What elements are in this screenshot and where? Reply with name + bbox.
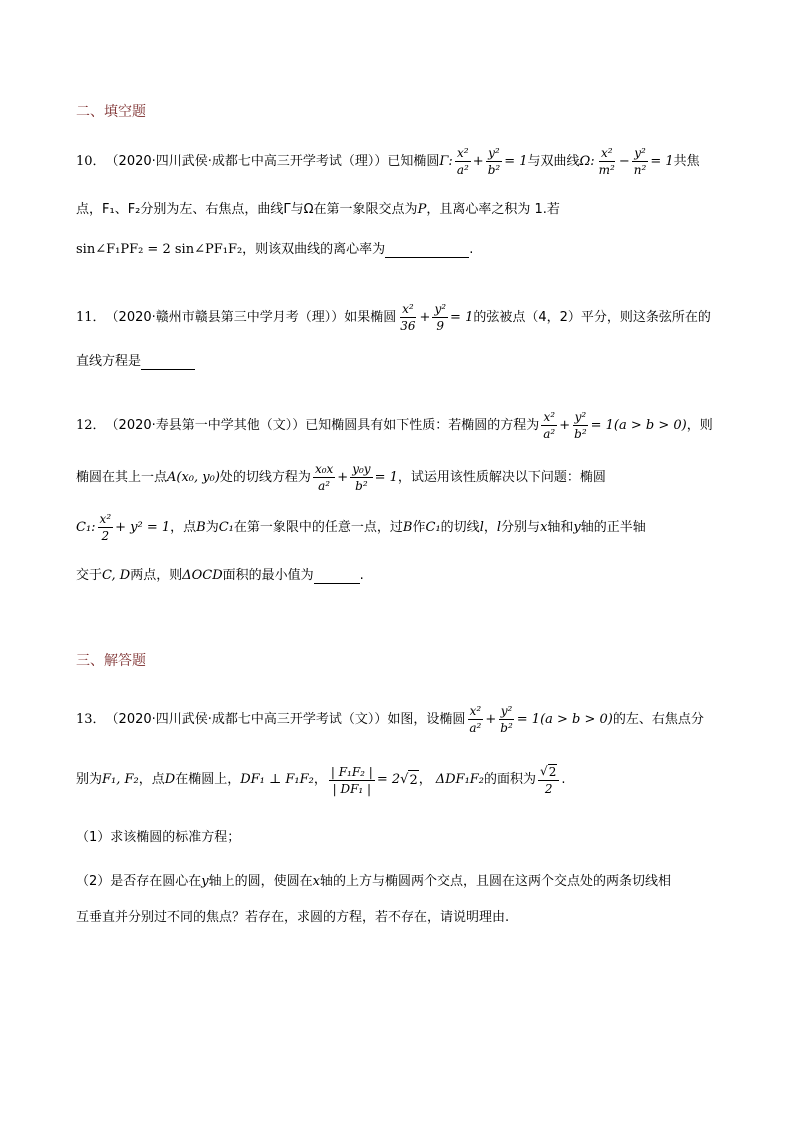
q12-l3-b: ，点 (170, 519, 197, 535)
q12-l3-d: 在第一象限中的任意一点，过 (233, 519, 403, 535)
question-10-line-3-text: ，则该双曲线的离心率为 (242, 242, 386, 257)
equals-one: = 1 (374, 469, 398, 485)
question-12-line-2 (76, 462, 606, 493)
fraction-x2-2: $\frac{\text{x²}}{2}$ (99, 512, 112, 543)
equals-one: = 1 (504, 153, 528, 169)
period: . (561, 772, 566, 787)
fraction-y0y-b2: $\frac{\text{y₀y}}{\text{b²}}$ (352, 462, 371, 493)
q12-l4-a: 交于 (76, 568, 103, 583)
q12-l3-f: 的切线 (440, 519, 480, 535)
period: . (469, 242, 474, 257)
question-12-line-1 (76, 410, 722, 441)
fraction-x2-m2: $\frac{\text{x²}}{\text{m²}}$ (598, 146, 615, 177)
hyperbola-symbol: Ω: (579, 153, 595, 169)
q12-l4-c: 面积的最小值为 (222, 568, 314, 583)
question-10-tail: 共焦 (673, 153, 700, 169)
ellipse-C1-rest: + y² = 1 (115, 519, 171, 535)
triangle-DF1F2: ΔDF₁F₂ (435, 772, 485, 787)
q12-l4-b: 两点，则 (130, 568, 183, 583)
question-13-source: （2020·四川武侯·成都七中高三开学考试（文））如图，设椭圆 (105, 711, 466, 727)
ellipse-C1-label: C₁: (76, 519, 96, 535)
answer-blank-12[interactable] (314, 569, 360, 584)
question-11-line-1 (76, 302, 722, 333)
q13-l2-b: ，点 (138, 772, 165, 787)
question-10-line-2-tail: ，且离心率之积为 1.若 (426, 202, 560, 217)
plus-sign: + (485, 711, 497, 727)
q12-l3-g: ， (483, 519, 497, 535)
question-12-number: 12． (76, 417, 106, 433)
question-11-source: （2020·赣州市赣县第三中学月考（理））如果椭圆 (105, 309, 397, 325)
fraction-y2-9: $\frac{\text{y²}}{9}$ (434, 302, 447, 333)
ellipse-condition: = 1(a > b > 0) (590, 417, 687, 433)
question-11-line-2 (76, 352, 195, 372)
axis-y: y (201, 874, 209, 889)
curve-C1-2: C₁ (425, 519, 441, 535)
q12-l2-c: 处的切线方程为 (219, 469, 311, 485)
plus-sign: + (419, 309, 431, 325)
q13-l2-f: 的面积为 (484, 772, 537, 787)
period: . (359, 568, 364, 583)
q12-l3-e: 作 (412, 519, 426, 535)
question-13-tail: 的左、右焦点分 (612, 711, 704, 727)
triangle-OCD: ΔOCD (182, 568, 223, 583)
fraction-y2-b2: $\frac{\text{y²}}{\text{b²}}$ (487, 146, 501, 177)
question-10-line-2 (76, 200, 560, 220)
question-10-mid-text: 与双曲线 (527, 153, 580, 169)
axis-x: x (540, 519, 548, 535)
plus-sign: + (559, 417, 571, 433)
question-10-source: （2020·四川武侯·成都七中高三开学考试（理））已知椭圆 (105, 153, 440, 169)
q13-l2-d: ， (313, 772, 327, 787)
point-B-2: B (402, 519, 413, 535)
plus-sign: + (337, 469, 349, 485)
point-D: D (164, 772, 176, 787)
point-B: B (196, 519, 206, 535)
q13-l2-c: 在椭圆上， (175, 772, 241, 787)
axis-x: x (312, 874, 320, 889)
line-l-2: l (496, 519, 502, 535)
plus-sign: + (472, 153, 484, 169)
q12-l2-a: 椭圆在其上一点 (76, 469, 168, 485)
question-12-line-4 (76, 566, 364, 586)
question-12-line-3 (76, 512, 722, 543)
question-13-line-2 (76, 764, 565, 796)
sine-equation: sin∠F₁PF₂ = 2 sin∠PF₁F₂ (76, 242, 243, 257)
section-heading-answer: 三、解答题 (76, 653, 146, 669)
ellipse-symbol: Γ: (439, 153, 453, 169)
answer-blank-10[interactable] (385, 243, 469, 258)
equals-one-2: = 1 (650, 153, 674, 169)
fraction-x2-a2: $\frac{\text{x²}}{\text{a²}}$ (469, 704, 482, 735)
question-10-line-3 (76, 240, 473, 260)
question-10-line-1 (76, 146, 722, 177)
q12-l3-j: 轴的正半轴 (580, 519, 646, 535)
sqrt-2: √ 2 (400, 770, 419, 791)
q13-l2-a: 别为 (76, 772, 103, 787)
question-10-number: 10． (76, 153, 106, 169)
question-11-number: 11． (76, 309, 106, 325)
q12-l3-i: 轴和 (547, 519, 574, 535)
q13-l2-e: ， (418, 772, 432, 787)
q12-l3-c: 为 (205, 519, 219, 535)
question-10-line-2-text: 点，F₁、F₂分别为左、右焦点，曲线Γ与Ω在第一象限交点为 (76, 202, 418, 217)
question-13-part-2-line-2 (76, 908, 509, 928)
curve-C1: C₁ (218, 519, 234, 535)
fraction-x0x-a2: $\frac{\text{x₀x}}{\text{a²}}$ (314, 462, 334, 493)
question-11-mid-text: 的弦被点（4，2）平分，则这条弦所在的 (473, 309, 711, 325)
fraction-y2-n2: $\frac{\text{y²}}{\text{n²}}$ (633, 146, 647, 177)
fraction-x2-a2: $\frac{\text{x²}}{\text{a²}}$ (543, 410, 556, 441)
points-C-D: C, D (102, 568, 131, 583)
fraction-y2-b2: $\frac{\text{y²}}{\text{b²}}$ (574, 410, 587, 441)
question-13-part-2-line-1 (76, 872, 671, 892)
q13-p2-a: （2）是否存在圆心在 (76, 874, 202, 889)
axis-y: y (573, 519, 581, 535)
line-l: l (479, 519, 484, 535)
ratio-equals: = 2 (376, 772, 401, 787)
minus-sign: − (618, 153, 630, 169)
question-13-line-1 (76, 704, 722, 735)
question-11-line-2-text: 直线方程是 (76, 354, 142, 369)
q13-p3-text: 互垂直并分别过不同的焦点？若存在，求圆的方程，若不存在，请说明理由. (76, 910, 510, 925)
fraction-sqrt2-2: √ 2 2 (538, 764, 559, 796)
equals-one: = 1 (450, 309, 474, 325)
answer-blank-11[interactable] (141, 355, 195, 370)
fraction-ratio: $\frac{\text{| F₁F₂ |}}{\text{| DF₁ |}}$ (330, 764, 373, 796)
question-13-part-1 (76, 828, 240, 848)
q13-p2-b: 轴上的圆，使圆在 (208, 874, 313, 889)
question-12-tail: ，则 (686, 417, 713, 433)
q12-l2-d: ，试运用该性质解决以下问题：椭圆 (397, 469, 606, 485)
section-heading-fill-in: 二、填空题 (76, 104, 146, 120)
foci-F1-F2: F₁, F₂ (102, 772, 139, 787)
fraction-x2-a2: $\frac{\text{x²}}{\text{a²}}$ (456, 146, 469, 177)
point-A: A(x₀, y₀) (167, 469, 220, 485)
fraction-x2-36: $\frac{\text{x²}}{36}$ (400, 302, 416, 333)
question-13-number: 13． (76, 711, 106, 727)
perpendicular-condition: DF₁ ⊥ F₁F₂ (240, 772, 314, 787)
question-12-source: （2020·寿县第一中学其他（文））已知椭圆具有如下性质：若椭圆的方程为 (105, 417, 540, 433)
ellipse-condition: = 1(a > b > 0) (516, 711, 613, 727)
q13-p2-c: 轴的上方与椭圆两个交点，且圆在这两个交点处的两条切线相 (320, 874, 672, 889)
point-P: P (417, 202, 427, 217)
fraction-y2-b2: $\frac{\text{y²}}{\text{b²}}$ (500, 704, 513, 735)
q13-part-1-text: （1）求该椭圆的标准方程； (76, 830, 241, 845)
q12-l3-h: 分别与 (501, 519, 541, 535)
